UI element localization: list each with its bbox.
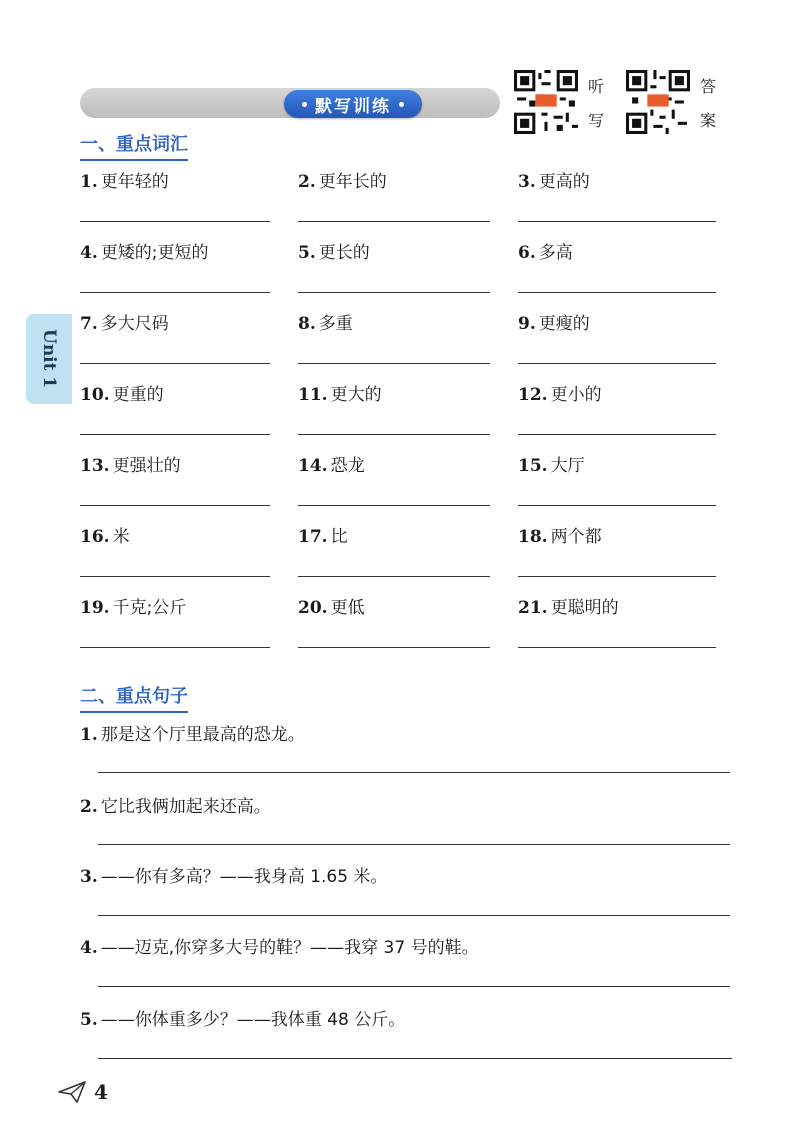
vocab-item: 15. 大厅 <box>518 456 585 476</box>
vocab-item: 5. 更长的 <box>298 243 370 263</box>
vocab-item: 1. 更年轻的 <box>80 172 169 192</box>
qr-label-answer: 答 案 <box>699 77 716 130</box>
answer-line[interactable] <box>80 221 270 222</box>
sentence-item: 1. 那是这个厅里最高的恐龙。 <box>80 725 305 745</box>
banner-title: 默写训练 <box>315 96 391 117</box>
vocab-item: 10. 更重的 <box>80 385 164 405</box>
vocab-item: 7. 多大尺码 <box>80 314 169 334</box>
answer-line[interactable] <box>298 505 490 506</box>
vocab-item: 18. 两个都 <box>518 527 602 547</box>
vocab-item: 12. 更小的 <box>518 385 602 405</box>
answer-line[interactable] <box>98 986 730 987</box>
vocab-item: 6. 多高 <box>518 243 573 263</box>
vocab-item: 8. 多重 <box>298 314 353 334</box>
answer-line[interactable] <box>80 292 270 293</box>
vocab-item: 11. 更大的 <box>298 385 382 405</box>
vocab-item: 19. 千克;公斤 <box>80 598 187 618</box>
answer-line[interactable] <box>98 1058 732 1059</box>
unit-label: Unit 1 <box>39 329 59 389</box>
sentence-item: 4. ——迈克,你穿多大号的鞋？——我穿 37 号的鞋。 <box>80 938 479 958</box>
answer-line[interactable] <box>518 221 716 222</box>
answer-line[interactable] <box>298 292 490 293</box>
answer-qr-code-icon[interactable] <box>626 70 690 134</box>
answer-line[interactable] <box>298 434 490 435</box>
sentence-item: 5. ——你体重多少？——我体重 48 公斤。 <box>80 1010 406 1030</box>
answer-line[interactable] <box>80 434 270 435</box>
answer-line[interactable] <box>298 221 490 222</box>
vocab-item: 14. 恐龙 <box>298 456 365 476</box>
sentence-item: 3. ——你有多高？——我身高 1.65 米。 <box>80 867 388 887</box>
page-number: 4 <box>94 1080 108 1104</box>
vocab-item: 16. 米 <box>80 527 130 547</box>
vocab-item: 2. 更年长的 <box>298 172 387 192</box>
sentence-item: 2. 它比我俩加起来还高。 <box>80 797 271 817</box>
answer-line[interactable] <box>518 576 716 577</box>
answer-line[interactable] <box>518 647 716 648</box>
answer-line[interactable] <box>98 772 730 773</box>
vocab-item: 17. 比 <box>298 527 348 547</box>
answer-line[interactable] <box>98 844 730 845</box>
listening-qr-code-icon[interactable] <box>514 70 578 134</box>
paper-plane-icon <box>58 1080 86 1104</box>
answer-line[interactable] <box>298 647 490 648</box>
vocab-item: 20. 更低 <box>298 598 365 618</box>
answer-line[interactable] <box>98 915 730 916</box>
answer-line[interactable] <box>80 576 270 577</box>
answer-line[interactable] <box>298 363 490 364</box>
answer-line[interactable] <box>518 505 716 506</box>
bullet-dot <box>302 102 307 107</box>
answer-line[interactable] <box>518 363 716 364</box>
answer-line[interactable] <box>518 292 716 293</box>
answer-line[interactable] <box>80 505 270 506</box>
qr-label-listen: 听 写 <box>587 77 604 130</box>
section-title-sentences: 二、重点句子 <box>80 682 188 708</box>
answer-line[interactable] <box>80 363 270 364</box>
answer-line[interactable] <box>518 434 716 435</box>
bullet-dot <box>399 102 404 107</box>
answer-line[interactable] <box>80 647 270 648</box>
section-title-vocabulary: 一、重点词汇 <box>80 130 188 156</box>
unit-side-tab <box>26 314 72 404</box>
vocab-item: 9. 更瘦的 <box>518 314 590 334</box>
vocab-item: 3. 更高的 <box>518 172 590 192</box>
vocab-item: 13. 更强壮的 <box>80 456 181 476</box>
vocab-item: 4. 更矮的;更短的 <box>80 243 209 263</box>
banner-title-pill <box>284 90 422 118</box>
answer-line[interactable] <box>298 576 490 577</box>
vocab-item: 21. 更聪明的 <box>518 598 619 618</box>
